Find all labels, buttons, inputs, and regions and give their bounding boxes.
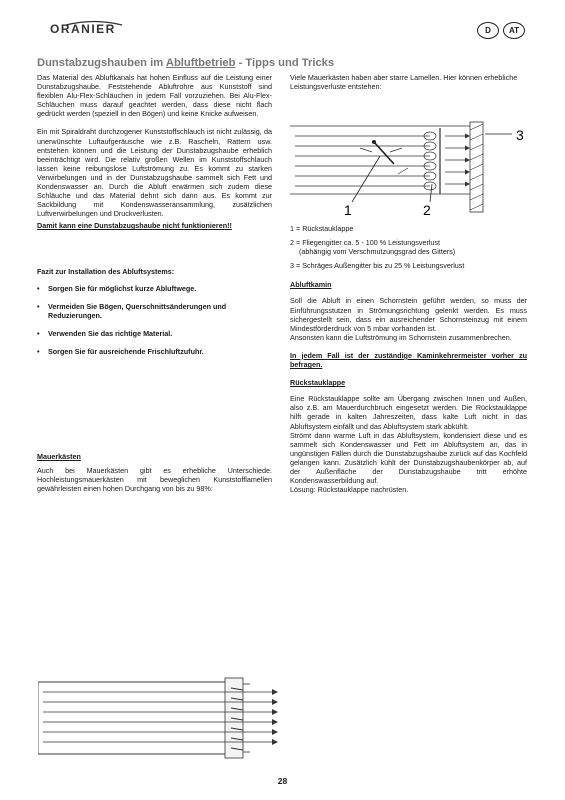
spiral-paragraph: Ein mit Spiraldraht durchzogener Kunststoffschlauch ist nicht zulässig, da unerwünschte Luftaufgeräusche wie z.B. Rascheln, Rattern usw. entstehen können und die Leistung der Dunstabzugshaube erheblich beeinträchtigt wird. Die relativ großen Wellen im Kunststoffschlauch lassen keine reibungslose Luftströmung zu. Es kommt zu starken Verwirbelungen und in der Dunstabzugshaube sammelt sich Fett und Kondenswasser an. Durch die Abluft erwärmen sich zudem diese Schläuche und das Material dehnt sich dann aus. Es kommt zur Sackbildung mit Kondenswasseransammlung, zusätzlichen Luftverwirbelungen und Druckverlusten. (37, 127, 272, 219)
rueckstauklappe-heading: Rückstauklappe (290, 378, 346, 388)
title-underlined: Abluftbetrieb (165, 57, 236, 69)
abluftkamin-heading: Abluftkamin (290, 280, 332, 290)
country-badges (477, 22, 525, 39)
warning-text: Damit kann eine Dunstabzugshaube nicht funktionieren!! (37, 221, 232, 231)
tip-item: • Verwenden Sie das richtige Material. (37, 329, 272, 338)
tip-item: • Vermeiden Sie Bögen, Querschnittsänderungen und Reduzierungen. (37, 302, 272, 320)
right-column (290, 73, 527, 91)
country-badge-d: D (477, 22, 499, 39)
callout-3: 3 (516, 127, 524, 143)
tip-item: • Sorgen Sie für möglichst kurze Abluftwege. (37, 284, 272, 293)
rueckstauklappe-text2: Strömt dann warme Luft in das Abluftsystem, kondensiert diese und es sammelt sich Kondenswasser und Fett im Abluftsystem an, das in ungünstigen Fällen durch die Dunstabzugshaube zurück auf das Kochfeld gelangen kann. Zusätzlich kühlt der Dunstabzugshaubenkörper ab, auf der Außenfläche der Dunstabzugshaube tritt erhöhte Kondenswasserbildung auf. (290, 430, 527, 486)
legend-item-1: 1 = Rückstauklappe (290, 224, 354, 233)
rueckstauklappe-text: Eine Rückstauklappe sollte am Übergang zwischen Innen und Außen, also z.B. am Mauerdurchbruch eingesetzt werden. Die Rückstauklappe hilft gerade in kalten Jahreszeiten, dass kalte Luft nicht in das Abluftsystem einfällt und das Abluftsystem stark abkühlt. (290, 394, 527, 431)
tips-list (37, 284, 272, 356)
loesung-text: Lösung: Rückstauklappe nachrüsten. (290, 485, 409, 495)
title-part1: Dunstabzugshauben im (37, 57, 166, 69)
title-part2: - Tipps und Tricks (235, 57, 335, 69)
tip-item: • Sorgen Sie für ausreichende Frischluftzufuhr. (37, 347, 272, 356)
mauerkaesten-heading: Mauerkästen (37, 452, 81, 462)
legend-item-2: 2 = Fliegengitter ca. 5 - 100 % Leistungsverlust (290, 238, 441, 248)
country-badge-at: AT (503, 22, 525, 39)
rigid-lamella-diagram (290, 104, 535, 216)
fazit-heading: Fazit zur Installation des Abluftsystems: (37, 266, 175, 276)
kaminkehrer-note: In jedem Fall ist der zuständige Kaminkehrermeister vorher zu befragen. (290, 350, 527, 370)
callout-1: 1 (344, 202, 352, 216)
abluftkamin-text2: Ansonsten kann die Luftströmung im Schornstein zusammenbrechen. (290, 332, 512, 342)
right-column-lower (290, 224, 527, 494)
mauerkaesten-text: Auch bei Mauerkästen gibt es erhebliche Unterschiede. Hochleistungsmauerkästen mit beweglichen Kunststofflamellen gewährleisten einen hohen Durchgang von bis zu 98%: (37, 466, 272, 494)
page-title (37, 57, 334, 69)
abluftkamin-text: Soll die Abluft in einen Schornstein geführt werden, so muss der Einführungsstutzen in Strömungsrichtung gelenkt werden. Es muss sichergestellt sein, dass ein ausreichender Schornsteinzug mit einem Mindestförderdruck von 5 mbar vorhanden ist. (290, 296, 527, 333)
oranier-logo: ORANIER (50, 22, 116, 36)
page-number: 28 (277, 776, 288, 786)
lamella-wallbox-diagram (38, 672, 278, 764)
legend-item-2-note: (abhängig vom Verschmutzungsgrad des Gitters) (299, 247, 456, 257)
left-column (37, 73, 272, 493)
intro-text: Viele Mauerkästen haben aber starre Lamellen. Hier können erhebliche Leistungsverluste entstehen: (290, 73, 518, 92)
material-paragraph: Das Material des Abluftkanals hat hohen Einfluss auf die Leistung einer Dunstabzugshaube. Feststehende Abluftrohre aus Kunststoff sind flexiblen Alu-Flex-Schläuchen in jedem Fall vorzuziehen. Bei Alu-Flex-Schläuchen muss darauf geachtet werden, dass diese nicht flach gedrückt werden (speziell in den Bögen) und keine Knicke aufweisen. (37, 73, 272, 119)
callout-2: 2 (423, 202, 431, 216)
legend-item-3: 3 = Schräges Außengitter bis zu 25 % Leistungsverlust (290, 261, 465, 271)
